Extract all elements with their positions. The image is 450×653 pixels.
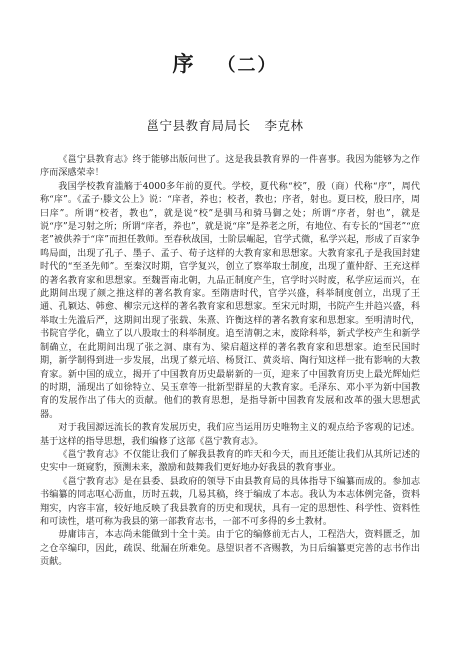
- paragraph: 《邕宁教育志》不仅能让我们了解我县教育的昨天和今天，而且还能让我们从其所记述的史实中一斑窥豹，预测未来，激励和鼓舞我们更好地办好我县的教育事业。: [40, 449, 420, 474]
- page-title: [0, 48, 450, 78]
- paragraph: 我国学校教育滥觞于4000多年前的夏代。学校，夏代称“校”，殷（商）代称“序”，周代称“庠”。《孟子·滕文公上》说：“庠者，养也；校者，教也；序者，射也。夏曰校，殷曰序，周曰庠”。所谓“校者，教也”，就是说“校”是驯马和骑马御之处；所谓“序者，射也”，就是说“序”是习射之所；所谓“庠者，养也”，就是说“庠”是养老之所，有地位、有专长的“国老”“庶老”被供养于“庠”而担任教师。至春秋战国，士阶层崛起，官学式微，私学兴起，形成了百家争鸣局面，出现了孔子、墨子、孟子、荀子这样的大教育家和思想家。大教育家孔子是我国封建时代的“至圣先师”。至秦汉时期，官学复兴，创立了察举取士制度，出现了董仲舒、王充这样的著名教育家和思想家。至魏晋南北朝，九品正制度产生，官学时兴时废，私学应运而兴，在此期间出现了颜之推这样的著名教育家。至隋唐时代，官学兴盛，科举制度创立，出现了王通、孔颖达、韩愈、柳宗元这样的著名教育家和思想家。至宋元时期，书院产生并趋兴盛，科举取士先滥后严，这期间出现了张载、朱熹、许衡这样的著名教育家和思想家。至明清时代，书院官学化，确立了以八股取士的科举制度。追至清朝之末，废除科举，新式学校产生和新学制确立，在此期间出现了张之洞、康有为、梁启超这样的著名教育家和思想家。迨至民国时期，新学制得到进一步发展，出现了蔡元培、杨贤江、黄炎培、陶行知这样一批有影响的大教育家。新中国的成立，揭开了中国教育历史最崭新的一页，迎来了中国教育历史上最光辉灿烂的时期，涌现出了如徐特立、吴玉章等一批新型群星的大教育家。毛泽东、邓小平为新中国教育的发展作出了伟大的贡献。他们的教育思想，是指导新中国教育发展和改革的强大思想武器。: [40, 181, 420, 420]
- paragraph: 对于我国源远流长的教育发展历史，我们应当运用历史唯物主义的观点给予客观的记述。基于这样的指导思想，我们编修了这部《邕宁教育志》。: [40, 423, 420, 447]
- title-text: 序: [172, 51, 196, 76]
- paragraph: 《邕宁教育志》是在县委、县政府的领导下由县教育局的具体指导下编纂而成的。参加志书编纂的同志呕心沥血，历时五载，几易其稿，终于编成了本志。我认为本志体例完备，资料翔实，内容丰富，较好地反映了我县教育的历史和现状，具有一定的思想性、科学性、资料性和可读性，堪可称为我县的第一部教育志书，一部不可多得的乡土教材。: [40, 476, 420, 527]
- author-role: 邕宁县教育局局长: [146, 118, 251, 133]
- paragraph: 毋庸讳言，本志尚未能做到十全十美。由于它的编修前无古人，工程浩大，资料匮乏，加之仓卒编印，因此，疏误、纰漏在所难免。恳望识者不吝赐教，为日后编纂更完善的志书作出贡献。: [40, 530, 420, 568]
- author-line: [0, 116, 450, 134]
- title-number: （二）: [217, 55, 278, 76]
- preface-body: [40, 154, 420, 570]
- paragraph: 《邕宁县教育志》终于能够出版问世了。这是我县教育界的一件喜事。我因为能够为之作序而深感荣幸！: [40, 155, 420, 179]
- author-name: 李克林: [264, 118, 304, 133]
